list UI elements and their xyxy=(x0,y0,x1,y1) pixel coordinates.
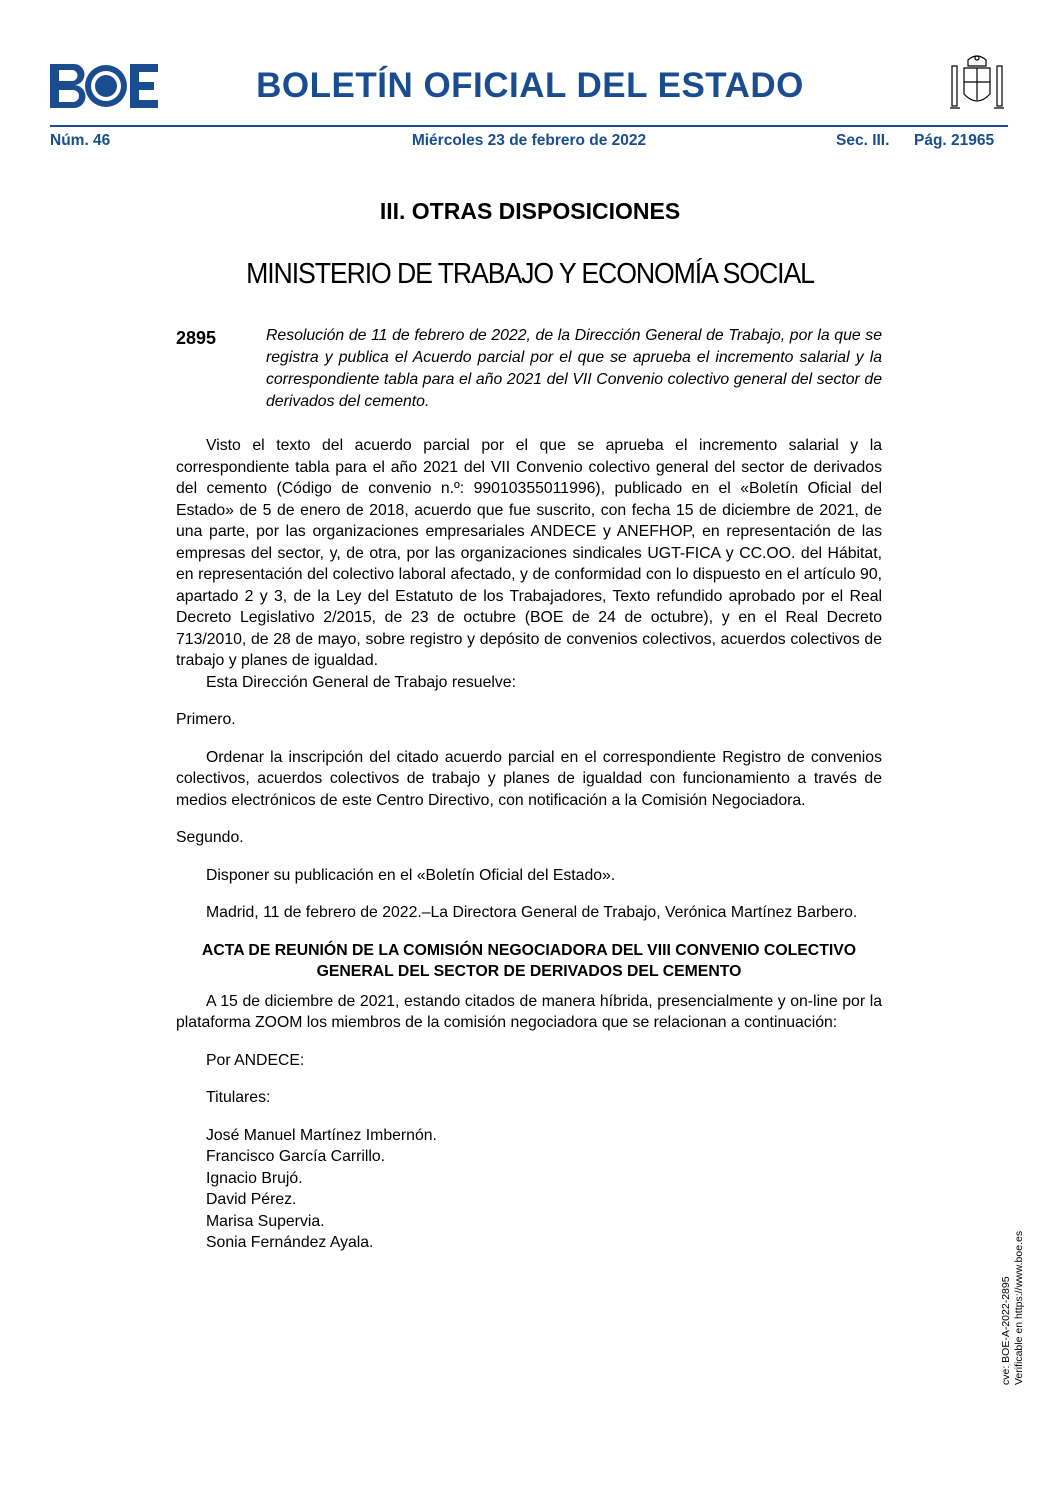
cve-verify-link[interactable]: Verificable en https://www.boe.es xyxy=(1012,1230,1025,1385)
list-item: José Manuel Martínez Imbernón. xyxy=(206,1126,437,1144)
ministry-title: MINISTERIO DE TRABAJO Y ECONOMÍA SOCIAL xyxy=(246,258,814,290)
paragraph: Ordenar la inscripción del citado acuerdo parcial en el correspondiente Registro de convenios colectivos, acuerdos colectivos de trabajo y planes de igualdad con funcionamiento a través de medios electrónicos de este Centro Directivo, con notificación a la Comisión Negociadora. xyxy=(176,748,882,809)
paragraph: A 15 de diciembre de 2021, estando citados de manera híbrida, presencialmente y on-line por la plataforma ZOOM los miembros de la comisión negociadora que se relacionan a continuación: xyxy=(176,992,882,1031)
page-number: Pág. 21965 xyxy=(914,132,995,149)
document-body xyxy=(176,435,882,1254)
titulares-label: Titulares: xyxy=(206,1089,271,1106)
section-label: Sec. III. xyxy=(836,132,890,149)
disposition-number: 2895 xyxy=(176,328,217,348)
issue-date: Miércoles 23 de febrero de 2022 xyxy=(411,132,647,149)
list-item: Sonia Fernández Ayala. xyxy=(206,1234,374,1251)
resolution-title: Resolución de 11 de febrero de 2022, de la Dirección General de Trabajo, por la que se registra y publica el Acuerdo parcial por el que se aprueba el incremento salarial y la correspondiente tabla para el año 2021 del VII Convenio colectivo general del sector de derivados del cemento. xyxy=(266,327,882,410)
header-rule xyxy=(50,125,1008,127)
issue-number: Núm. 46 xyxy=(50,132,111,149)
acta-title: ACTA DE REUNIÓN DE LA COMISIÓN NEGOCIADORA DEL VIII CONVENIO COLECTIVO GENERAL DEL SECTOR DE DERIVADOS DEL CEMENTO xyxy=(201,941,857,980)
heading-segundo: Segundo. xyxy=(176,829,244,846)
por-andece: Por ANDECE: xyxy=(206,1051,305,1069)
heading-primero: Primero. xyxy=(176,711,236,728)
list-item: Francisco García Carrillo. xyxy=(206,1148,386,1165)
list-item: David Pérez. xyxy=(206,1191,297,1208)
list-item: Ignacio Brujó. xyxy=(206,1169,303,1187)
paragraph: Esta Dirección General de Trabajo resuelve: xyxy=(206,673,516,691)
masthead-title: BOLETÍN OFICIAL DEL ESTADO xyxy=(256,66,804,105)
boe-logo xyxy=(50,64,160,108)
list-item: Marisa Supervia. xyxy=(206,1212,325,1230)
section-title: III. OTRAS DISPOSICIONES xyxy=(379,198,681,224)
coat-of-arms-icon xyxy=(948,52,1006,114)
paragraph: Disponer su publicación en el «Boletín Oficial del Estado». xyxy=(206,866,616,884)
paragraph: Visto el texto del acuerdo parcial por el que se aprueba el incremento salarial y la correspondiente tabla para el año 2021 del VII Convenio colectivo general del sector de derivados del cemento (Código de convenio n.º: 99010355011996), publicado en el «Boletín Oficial del Estado» de 5 de enero de 2018, acuerdo que fue suscrito, con fecha 15 de diciembre de 2021, de una parte, por las organizaciones empresariales ANDECE y ANEFHOP, en representación de las empresas del sector, y, de otra, por las organizaciones sindicales UGT-FICA y CC.OO. del Hábitat, en representación del colectivo laboral afectado, y de conformidad con lo dispuesto en el artículo 90, apartado 2 y 3, de la Ley del Estatuto de los Trabajadores, Texto refundido aprobado por el Real Decreto Legislativo 2/2015, de 23 de octubre (BOE de 24 de octubre), y en el Real Decreto 713/2010, de 28 de mayo, sobre registro y depósito de convenios colectivos, acuerdos colectivos de trabajo y planes de igualdad. xyxy=(176,437,882,669)
cve-code: cve: BOE-A-2022-2895 xyxy=(1000,1276,1012,1385)
cve-verification xyxy=(1000,1231,1025,1385)
signature-paragraph: Madrid, 11 de febrero de 2022.–La Directora General de Trabajo, Verónica Martínez Barbero. xyxy=(206,904,858,921)
